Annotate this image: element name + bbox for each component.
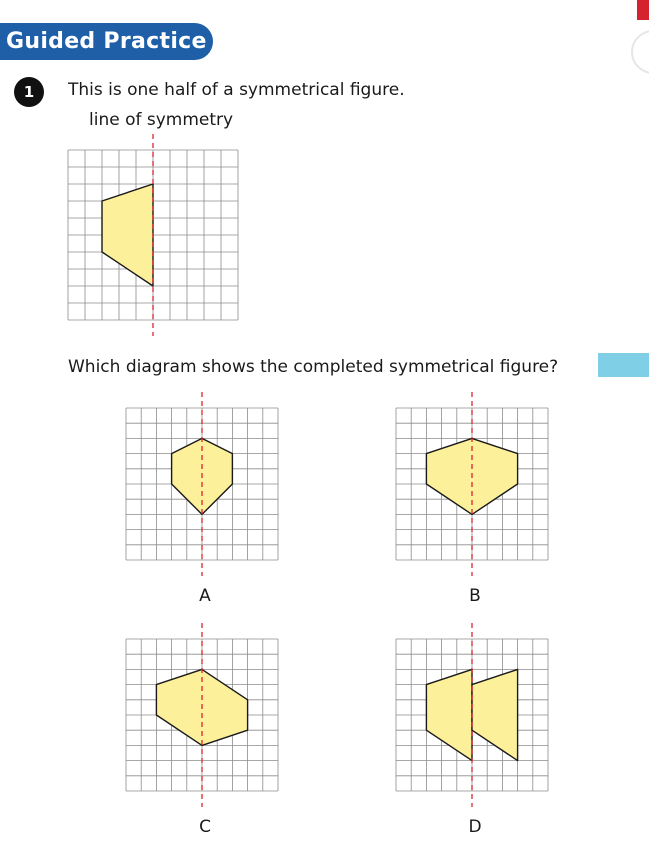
question-ask: Which diagram shows the completed symmetrical figure? [68, 357, 559, 377]
option-b-diagram[interactable] [396, 392, 550, 578]
symmetry-line-label: line of symmetry [89, 110, 234, 130]
option-a-label[interactable]: A [199, 586, 211, 606]
option-a-diagram[interactable] [126, 392, 280, 578]
option-c-label[interactable]: C [199, 817, 211, 837]
option-d-shape [426, 669, 472, 760]
half-figure-shape [102, 184, 153, 286]
option-d-shape-2 [472, 669, 518, 760]
question-number: 1 [14, 77, 44, 107]
section-title: Guided Practice [6, 29, 207, 54]
option-d-label[interactable]: D [468, 817, 482, 837]
question-prompt: This is one half of a symmetrical figure. [68, 80, 405, 100]
section-header [0, 23, 213, 60]
half-figure-diagram [68, 134, 238, 336]
option-d-diagram[interactable] [396, 623, 550, 809]
corner-ring [631, 30, 649, 74]
option-c-diagram[interactable] [126, 623, 280, 809]
option-b-label[interactable]: B [469, 586, 481, 606]
side-tab [598, 353, 649, 377]
corner-accent [637, 0, 649, 20]
